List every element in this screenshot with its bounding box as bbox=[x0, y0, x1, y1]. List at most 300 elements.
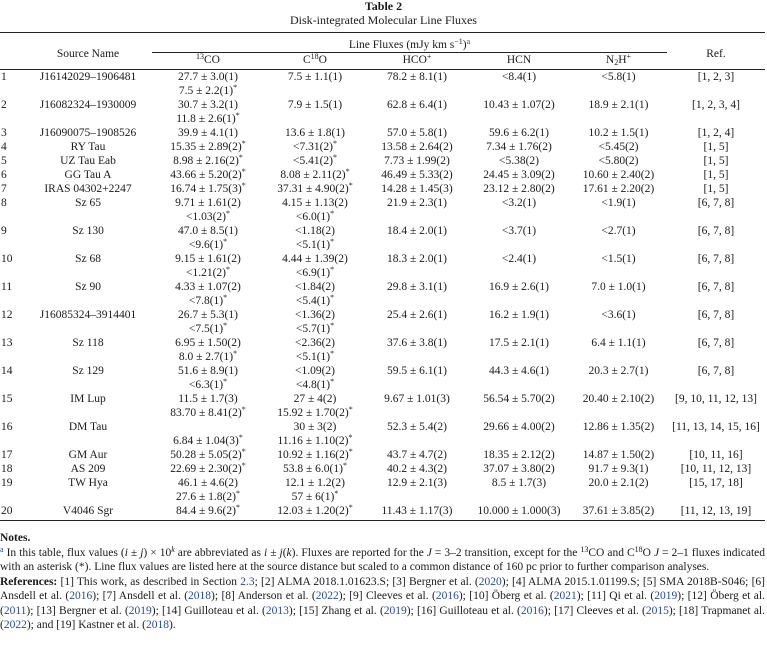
row-number: 2 bbox=[1, 99, 7, 111]
references-cell: [10, 11, 12, 13] bbox=[680, 463, 752, 475]
flux-n2hp bbox=[570, 350, 667, 364]
references-cell: [1, 5] bbox=[703, 183, 729, 195]
source-name: DM Tau bbox=[68, 421, 108, 433]
flux-n2hp bbox=[570, 210, 667, 224]
flux-n2hp: <3.6(1) bbox=[601, 309, 636, 321]
table-row bbox=[0, 420, 765, 434]
flux-hcn bbox=[468, 350, 570, 364]
source-name: Sz 129 bbox=[72, 365, 104, 377]
references-cell: [9, 10, 11, 12, 13] bbox=[675, 393, 757, 405]
flux-n2hp: 10.60 ± 2.40(2) bbox=[582, 169, 655, 181]
table-row bbox=[0, 112, 765, 126]
footnote-text: In this table, flux values $(i \pm j) \times 10^k$ are abbreviated as i ± j(k). Fluxes are reported for the J = 3–2 transition, except for the $^{13}$CO and $C^{18}O$ J = 2–1 fluxes indicated with an asterisk (*). Line flux values are listed here at the source distance but scaled to a common distance of 160 pc prior to further comparison analyses. bbox=[0, 544, 766, 573]
species-header: HCO+ bbox=[402, 52, 432, 66]
flux-hcn bbox=[468, 84, 570, 98]
source-name: IM Lup bbox=[70, 393, 106, 405]
flux-hcn: 10.43 ± 1.07(2) bbox=[483, 99, 555, 111]
table-row bbox=[0, 252, 765, 266]
flux-13co: 46.1 ± 4.6(2) bbox=[178, 477, 238, 489]
flux-n2hp bbox=[570, 294, 667, 308]
col-ref: Ref. bbox=[706, 47, 726, 60]
flux-hcn bbox=[468, 238, 570, 252]
source-name: J16082324–1930009 bbox=[39, 99, 137, 111]
flux-n2hp: 20.40 ± 2.10(2) bbox=[582, 393, 655, 405]
flux-13co: <7.5(1)* bbox=[188, 321, 228, 335]
flux-n2hp: 14.87 ± 1.50(2) bbox=[582, 449, 655, 461]
references-cell bbox=[667, 112, 765, 126]
flux-n2hp: 6.4 ± 1.1(1) bbox=[591, 337, 646, 349]
flux-hcn: <3.7(1) bbox=[501, 225, 537, 237]
table-row bbox=[0, 238, 765, 252]
flux-n2hp: 20.3 ± 2.7(1) bbox=[588, 365, 649, 377]
flux-n2hp: <5.80(2) bbox=[598, 155, 639, 167]
flux-13co: 9.15 ± 1.61(2) bbox=[175, 253, 241, 265]
flux-13co: 27.7 ± 3.0(1) bbox=[178, 71, 238, 83]
row-number: 7 bbox=[1, 183, 7, 195]
flux-13co: <1.21(2)* bbox=[185, 265, 231, 279]
flux-hcn: 59.6 ± 6.2(1) bbox=[489, 127, 549, 139]
flux-c18o: <4.8(1)* bbox=[295, 377, 335, 391]
source-name bbox=[24, 406, 152, 420]
source-name: V4046 Sgr bbox=[62, 505, 114, 517]
flux-13co: 6.84 ± 1.04(3)* bbox=[173, 433, 243, 447]
flux-n2hp bbox=[570, 112, 667, 126]
flux-hcn: 23.12 ± 2.80(2) bbox=[483, 183, 555, 195]
flux-13co: 26.7 ± 5.3(1) bbox=[178, 309, 238, 321]
flux-c18o: <2.36(2) bbox=[294, 337, 336, 349]
references-cell bbox=[667, 210, 765, 224]
row-number: 16 bbox=[1, 421, 13, 433]
source-name bbox=[24, 266, 152, 280]
flux-13co: 22.69 ± 2.30(2)* bbox=[170, 461, 246, 475]
row-number: 11 bbox=[1, 281, 13, 293]
flux-hcop: 57.0 ± 5.8(1) bbox=[387, 127, 447, 139]
flux-13co: 11.8 ± 2.6(1)* bbox=[176, 111, 240, 125]
flux-13co: 16.74 ± 1.75(3)* bbox=[170, 181, 246, 195]
table-body bbox=[0, 70, 765, 518]
table-row bbox=[0, 350, 765, 364]
row-number bbox=[0, 490, 24, 504]
flux-n2hp bbox=[570, 322, 667, 336]
row-number bbox=[0, 434, 24, 448]
flux-hcn bbox=[468, 490, 570, 504]
references-cell: [6, 7, 8] bbox=[697, 309, 735, 321]
flux-hcop: 40.2 ± 4.3(2) bbox=[387, 463, 447, 475]
flux-hcn bbox=[468, 434, 570, 448]
references-cell: [11, 13, 14, 15, 16] bbox=[672, 421, 760, 433]
flux-c18o: <7.31(2)* bbox=[292, 139, 338, 153]
flux-hcop: 13.58 ± 2.64(2) bbox=[381, 141, 453, 153]
table-row bbox=[0, 140, 765, 154]
table-row bbox=[0, 168, 765, 182]
references-cell: [6, 7, 8] bbox=[697, 337, 735, 349]
flux-13co: 6.95 ± 1.50(2) bbox=[175, 337, 241, 349]
row-number bbox=[0, 378, 24, 392]
flux-13co: <7.8(1)* bbox=[188, 293, 228, 307]
source-name: IRAS 04302+2247 bbox=[44, 183, 132, 195]
source-name bbox=[24, 490, 152, 504]
species-header: $^{13}$CO bbox=[196, 52, 220, 66]
references-cell: [6, 7, 8] bbox=[697, 225, 735, 237]
flux-hcn: 56.54 ± 5.70(2) bbox=[483, 393, 555, 405]
flux-hcop bbox=[366, 434, 468, 448]
references-cell bbox=[667, 322, 765, 336]
flux-hcop bbox=[366, 378, 468, 392]
source-name bbox=[24, 210, 152, 224]
flux-n2hp: <2.7(1) bbox=[601, 225, 636, 237]
references-cell: [6, 7, 8] bbox=[697, 197, 735, 209]
references-cell bbox=[667, 84, 765, 98]
table-title: Table 2 bbox=[364, 0, 403, 13]
row-number: 1 bbox=[1, 71, 7, 83]
source-name: Sz 90 bbox=[75, 281, 101, 293]
flux-13co: 84.4 ± 9.6(2)* bbox=[176, 503, 240, 517]
flux-hcop: 78.2 ± 8.1(1) bbox=[387, 71, 447, 83]
flux-n2hp bbox=[570, 434, 667, 448]
flux-c18o: <5.7(1)* bbox=[295, 321, 335, 335]
references bbox=[0, 575, 765, 633]
table-row bbox=[0, 98, 765, 112]
source-name bbox=[24, 238, 152, 252]
flux-hcop: 14.28 ± 1.45(3) bbox=[381, 183, 453, 195]
row-number bbox=[0, 84, 24, 98]
flux-n2hp: 20.0 ± 2.1(2) bbox=[588, 477, 649, 489]
row-number: 3 bbox=[1, 127, 7, 139]
flux-n2hp: <5.8(1) bbox=[601, 71, 636, 83]
flux-c18o: 53.8 ± 6.0(1)* bbox=[283, 461, 347, 475]
table-row bbox=[0, 280, 765, 294]
source-name: J16090075–1908526 bbox=[39, 127, 137, 139]
source-name bbox=[24, 322, 152, 336]
flux-hcn: <8.4(1) bbox=[501, 71, 537, 83]
flux-hcop: 46.49 ± 5.33(2) bbox=[381, 169, 453, 181]
flux-13co: 47.0 ± 8.5(1) bbox=[178, 225, 238, 237]
table-row bbox=[0, 378, 765, 392]
references-cell bbox=[667, 350, 765, 364]
source-name: Sz 65 bbox=[75, 197, 101, 209]
flux-c18o: 27 ± 4(2) bbox=[293, 393, 337, 405]
flux-hcn: 29.66 ± 4.00(2) bbox=[483, 421, 555, 433]
flux-c18o: 12.1 ± 1.2(2) bbox=[285, 477, 345, 489]
flux-hcn: 16.9 ± 2.6(1) bbox=[489, 281, 549, 293]
row-number: 12 bbox=[1, 309, 13, 321]
references-cell: [6, 7, 8] bbox=[697, 365, 735, 377]
references-cell bbox=[667, 238, 765, 252]
source-name: AS 209 bbox=[70, 463, 106, 475]
flux-hcop bbox=[366, 210, 468, 224]
flux-13co: 15.35 ± 2.89(2)* bbox=[170, 139, 246, 153]
flux-c18o: 10.92 ± 1.16(2)* bbox=[277, 447, 353, 461]
flux-hcn: 24.45 ± 3.09(2) bbox=[483, 169, 555, 181]
flux-13co: 43.66 ± 5.20(2)* bbox=[170, 167, 246, 181]
flux-hcn: 10.000 ± 1.000(3) bbox=[477, 505, 561, 517]
flux-13co: <9.6(1)* bbox=[188, 237, 228, 251]
row-number: 15 bbox=[1, 393, 13, 405]
row-number: 18 bbox=[1, 463, 13, 475]
flux-n2hp: 17.61 ± 2.20(2) bbox=[582, 183, 655, 195]
references-cell: [10, 11, 16] bbox=[689, 449, 743, 461]
row-number bbox=[0, 238, 24, 252]
table-row bbox=[0, 182, 765, 196]
flux-hcop bbox=[366, 84, 468, 98]
flux-hcop bbox=[366, 350, 468, 364]
flux-c18o: <5.4(1)* bbox=[295, 293, 335, 307]
flux-c18o: 57 ± 6(1)* bbox=[291, 489, 339, 503]
footnote-a-link[interactable]: a bbox=[466, 37, 471, 46]
table-row bbox=[0, 490, 765, 504]
flux-13co: 83.70 ± 8.41(2)* bbox=[170, 405, 246, 419]
flux-n2hp: <1.5(1) bbox=[601, 253, 636, 265]
flux-13co: <1.03(2)* bbox=[185, 209, 231, 223]
footnote-a: $^a$ In this table, flux values $(i \pm j) \times 10^k$ are abbreviated as i ± j(k). Fluxes are reported for the J = 3–2 transition, except for the $^{13}$CO and $C^{18}O$ J = 2–1 fluxes indicated with an asterisk (*). Line flux values are listed here at the source distance but scaled to a common distance of 160 pc prior to further comparison analyses. bbox=[0, 544, 766, 573]
flux-hcop: 59.5 ± 6.1(1) bbox=[387, 365, 447, 377]
source-name: Sz 130 bbox=[72, 225, 104, 237]
flux-n2hp bbox=[570, 84, 667, 98]
row-number: 10 bbox=[1, 253, 13, 265]
row-number: 13 bbox=[1, 337, 13, 349]
references-cell bbox=[667, 434, 765, 448]
table-row bbox=[0, 154, 765, 168]
flux-c18o bbox=[264, 84, 366, 98]
row-number: 14 bbox=[1, 365, 13, 377]
flux-n2hp: 18.9 ± 2.1(1) bbox=[588, 99, 649, 111]
references-cell: [1, 2, 3] bbox=[697, 71, 735, 83]
table-row bbox=[0, 406, 765, 420]
table-row bbox=[0, 196, 765, 210]
source-name bbox=[24, 112, 152, 126]
flux-c18o: <1.84(2) bbox=[294, 281, 336, 293]
references-cell bbox=[667, 406, 765, 420]
row-number bbox=[0, 294, 24, 308]
flux-c18o: 37.31 ± 4.90(2)* bbox=[277, 181, 353, 195]
references-cell: [1, 5] bbox=[703, 169, 729, 181]
flux-hcop: 18.4 ± 2.0(1) bbox=[387, 225, 447, 237]
source-name: GG Tau A bbox=[64, 169, 112, 181]
flux-hcn: 44.3 ± 4.6(1) bbox=[489, 365, 549, 377]
table-row bbox=[0, 308, 765, 322]
table-row bbox=[0, 364, 765, 378]
table-row bbox=[0, 126, 765, 140]
flux-hcn bbox=[468, 406, 570, 420]
flux-13co: 9.71 ± 1.61(2) bbox=[175, 197, 241, 209]
flux-c18o: <5.1(1)* bbox=[295, 237, 335, 251]
table-row bbox=[0, 322, 765, 336]
notes-title: Notes. bbox=[0, 532, 31, 544]
table-row bbox=[0, 224, 765, 238]
references-cell: [1, 2, 4] bbox=[697, 127, 735, 139]
table-row bbox=[0, 84, 765, 98]
flux-n2hp: 10.2 ± 1.5(1) bbox=[588, 127, 649, 139]
references-cell: [15, 17, 18] bbox=[689, 477, 743, 489]
source-name bbox=[24, 350, 152, 364]
flux-13co bbox=[152, 420, 264, 434]
row-number bbox=[0, 350, 24, 364]
row-number: 5 bbox=[1, 155, 7, 167]
references-cell bbox=[667, 490, 765, 504]
flux-n2hp bbox=[570, 490, 667, 504]
flux-hcop: 11.43 ± 1.17(3) bbox=[381, 505, 453, 517]
flux-hcop: 52.3 ± 5.4(2) bbox=[387, 421, 447, 433]
flux-hcop: 25.4 ± 2.6(1) bbox=[387, 309, 447, 321]
flux-hcop: 62.8 ± 6.4(1) bbox=[387, 99, 447, 111]
flux-hcop: 21.9 ± 2.3(1) bbox=[387, 197, 447, 209]
flux-c18o: 8.08 ± 2.11(2)* bbox=[280, 167, 350, 181]
table-row bbox=[0, 70, 765, 84]
table-row bbox=[0, 434, 765, 448]
flux-hcop: 7.73 ± 1.99(2) bbox=[384, 155, 450, 167]
flux-hcn bbox=[468, 378, 570, 392]
flux-hcn: 18.35 ± 2.12(2) bbox=[483, 449, 555, 461]
flux-13co: 27.6 ± 1.8(2)* bbox=[176, 489, 240, 503]
flux-c18o: 4.15 ± 1.13(2) bbox=[282, 197, 348, 209]
table-caption: Disk-integrated Molecular Line Fluxes bbox=[290, 13, 477, 27]
flux-c18o: 7.9 ± 1.5(1) bbox=[287, 99, 343, 111]
flux-c18o: <1.18(2) bbox=[294, 225, 336, 237]
flux-13co: 30.7 ± 3.2(1) bbox=[178, 99, 238, 111]
references-cell: [1, 2, 3, 4] bbox=[692, 99, 740, 111]
references-cell: [1, 5] bbox=[703, 155, 729, 167]
flux-n2hp: 7.0 ± 1.0(1) bbox=[591, 281, 646, 293]
table-row bbox=[0, 476, 765, 490]
source-name: J16142029–1906481 bbox=[39, 71, 137, 83]
source-name bbox=[24, 434, 152, 448]
flux-hcop bbox=[366, 322, 468, 336]
row-number: 17 bbox=[1, 449, 13, 461]
table-row bbox=[0, 266, 765, 280]
flux-c18o: 11.16 ± 1.10(2)* bbox=[277, 433, 353, 447]
table-row bbox=[0, 336, 765, 350]
flux-13co: 8.98 ± 2.16(2)* bbox=[173, 153, 243, 167]
flux-hcn: 7.34 ± 1.76(2) bbox=[486, 141, 552, 153]
flux-n2hp: <1.9(1) bbox=[601, 197, 636, 209]
flux-13co: 51.6 ± 8.9(1) bbox=[178, 365, 238, 377]
flux-hcop bbox=[366, 266, 468, 280]
source-name bbox=[24, 84, 152, 98]
references-cell: [11, 12, 13, 19] bbox=[680, 505, 752, 517]
references-cell bbox=[667, 378, 765, 392]
flux-hcop: 18.3 ± 2.0(1) bbox=[387, 253, 447, 265]
flux-hcn: <5.38(2) bbox=[498, 155, 540, 167]
row-number: 9 bbox=[1, 225, 7, 237]
source-name: J16085324–3914401 bbox=[39, 309, 137, 321]
flux-hcn bbox=[468, 210, 570, 224]
flux-c18o: 30 ± 3(2) bbox=[293, 421, 337, 433]
flux-13co: 4.33 ± 1.07(2) bbox=[175, 281, 241, 293]
flux-hcop bbox=[366, 112, 468, 126]
flux-c18o: <5.41(2)* bbox=[292, 153, 338, 167]
table-row bbox=[0, 210, 765, 224]
flux-c18o: 15.92 ± 1.70(2)* bbox=[277, 405, 353, 419]
col-source-name: Source Name bbox=[56, 47, 120, 60]
flux-hcop: 12.9 ± 2.1(3) bbox=[387, 477, 447, 489]
source-name: Sz 68 bbox=[75, 253, 101, 265]
source-name: GM Aur bbox=[68, 449, 108, 461]
flux-hcop bbox=[366, 406, 468, 420]
species-header: $N_2H^+$ bbox=[605, 52, 632, 67]
source-name: UZ Tau Eab bbox=[60, 155, 116, 167]
flux-hcn: 37.07 ± 3.80(2) bbox=[483, 463, 555, 475]
flux-c18o: <6.0(1)* bbox=[295, 209, 335, 223]
flux-hcn bbox=[468, 112, 570, 126]
row-number: 19 bbox=[1, 477, 13, 489]
flux-hcn: <2.4(1) bbox=[501, 253, 537, 265]
flux-n2hp: 91.7 ± 9.3(1) bbox=[588, 463, 649, 475]
row-number: 6 bbox=[1, 169, 7, 181]
table-notes bbox=[0, 531, 767, 633]
flux-13co: 7.5 ± 2.2(1)* bbox=[178, 83, 238, 97]
flux-hcop: 43.7 ± 4.7(2) bbox=[387, 449, 447, 461]
flux-hcn: 16.2 ± 1.9(1) bbox=[489, 309, 549, 321]
references-cell: [6, 7, 8] bbox=[697, 281, 735, 293]
row-number bbox=[0, 210, 24, 224]
species-header: HCN bbox=[506, 54, 532, 66]
table-row bbox=[0, 462, 765, 476]
references-cell bbox=[667, 294, 765, 308]
flux-n2hp bbox=[570, 238, 667, 252]
flux-n2hp bbox=[570, 266, 667, 280]
flux-table bbox=[0, 32, 765, 518]
flux-c18o: 4.44 ± 1.39(2) bbox=[282, 253, 348, 265]
table-row bbox=[0, 392, 765, 406]
flux-hcn: 8.5 ± 1.7(3) bbox=[491, 477, 547, 489]
flux-hcop bbox=[366, 238, 468, 252]
flux-c18o: 12.03 ± 1.20(2)* bbox=[277, 503, 353, 517]
flux-hcop: 37.6 ± 3.8(1) bbox=[387, 337, 447, 349]
flux-c18o: 13.6 ± 1.8(1) bbox=[285, 127, 345, 139]
flux-hcn bbox=[468, 266, 570, 280]
row-number bbox=[0, 406, 24, 420]
flux-hcop: 29.8 ± 3.1(1) bbox=[387, 281, 447, 293]
flux-n2hp: 12.86 ± 1.35(2) bbox=[582, 421, 655, 433]
row-number: 8 bbox=[1, 197, 7, 209]
flux-n2hp bbox=[570, 406, 667, 420]
flux-n2hp: 37.61 ± 3.85(2) bbox=[582, 505, 655, 517]
flux-c18o: <1.09(2) bbox=[294, 365, 336, 377]
flux-13co: 11.5 ± 1.7(3) bbox=[178, 393, 238, 405]
flux-hcn bbox=[468, 294, 570, 308]
flux-n2hp: <5.45(2) bbox=[598, 141, 639, 153]
table-row bbox=[0, 504, 765, 518]
source-name bbox=[24, 294, 152, 308]
references-cell: [1, 5] bbox=[703, 141, 729, 153]
flux-13co: 8.0 ± 2.7(1)* bbox=[178, 349, 238, 363]
row-number: 4 bbox=[1, 141, 7, 153]
source-name: Sz 118 bbox=[72, 337, 104, 349]
flux-c18o: <5.1(1)* bbox=[295, 349, 335, 363]
references-label: References: bbox=[0, 575, 58, 588]
flux-n2hp bbox=[570, 378, 667, 392]
row-number: 20 bbox=[1, 505, 13, 517]
table-row bbox=[0, 294, 765, 308]
references-text: [1] This work, as described in Section 2.3; [2] ALMA 2018.1.01623.S; [3] Bergner et al. (2020); [4] ALMA 2015.1.01199.S; [5] SMA 2018B-S046; [6] Ansdell et al. (2016); [7] Ansdell et al. (2018); [8] Anderson et al. (2022); [9] Cleeves et al. (2016); [10] Öberg et al. (2021); [11] Qi et al. (2019); [12] Öberg et al. (2011); [13] Bergner et al. (2019); [14] Guilloteau et al. (2013); [15] Zhang et al. (2019); [16] Guilloteau et al. (2016); [17] Cleeves et al. (2015); [18] Trapmanet al. (2022); and [19] Kastner et al. (2018). bbox=[0, 575, 765, 631]
source-name: RY Tau bbox=[70, 141, 106, 153]
species-header: $C^{18}O$ bbox=[303, 52, 327, 66]
bottom-rule bbox=[0, 520, 765, 521]
flux-13co: <6.3(1)* bbox=[188, 377, 228, 391]
table-row bbox=[0, 448, 765, 462]
flux-c18o: <1.36(2) bbox=[294, 309, 336, 321]
flux-13co: 50.28 ± 5.05(2)* bbox=[170, 447, 246, 461]
references-cell bbox=[667, 266, 765, 280]
flux-c18o: <6.9(1)* bbox=[295, 265, 335, 279]
source-name bbox=[24, 378, 152, 392]
flux-hcn: <3.2(1) bbox=[501, 197, 537, 209]
flux-c18o: 7.5 ± 1.1(1) bbox=[287, 71, 343, 83]
flux-c18o bbox=[264, 112, 366, 126]
flux-hcop: 9.67 ± 1.01(3) bbox=[384, 393, 450, 405]
row-number bbox=[0, 266, 24, 280]
flux-hcop bbox=[366, 294, 468, 308]
